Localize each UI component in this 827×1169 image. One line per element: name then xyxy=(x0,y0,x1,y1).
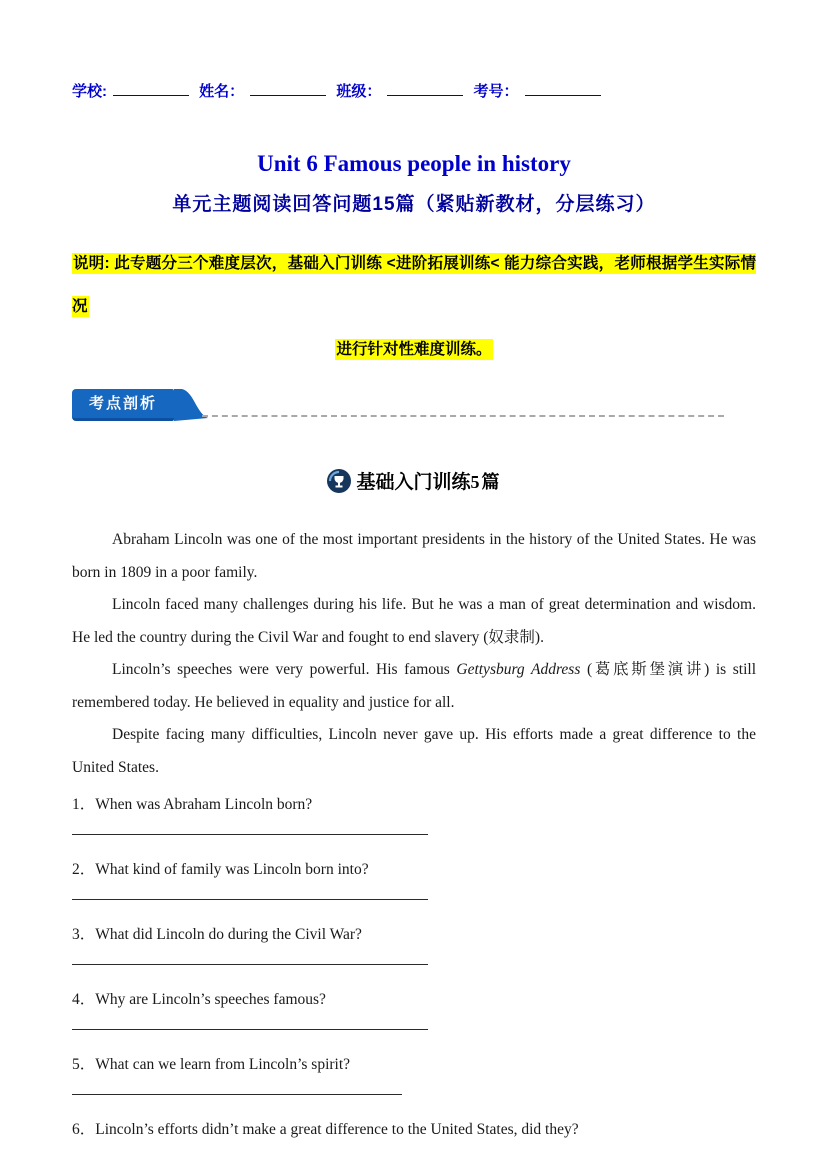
question-6-text: 6．Lincoln’s efforts didn’t make a great difference to the United States, did they? xyxy=(72,1121,579,1138)
class-label: 班级： xyxy=(336,83,382,100)
answer-line-3 xyxy=(72,964,428,965)
unit-subtitle: 单元主题阅读回答问题15篇（紧贴新教材，分层练习） xyxy=(172,194,656,215)
paragraph-2: Lincoln faced many challenges during his life. But he was a man of great determination and wisdom. He led the country during the Civil War and fought to end slavery (奴隶制). xyxy=(72,596,756,646)
exam-number-label: 考号： xyxy=(473,83,519,100)
banner-dashed-line xyxy=(202,415,724,417)
trophy-badge-icon xyxy=(326,468,352,500)
section-title: 基础入门训练 xyxy=(356,472,471,493)
question-1-text: 1．When was Abraham Lincoln born? xyxy=(72,796,313,813)
section-banner-row xyxy=(72,387,756,421)
question-4 xyxy=(72,983,756,1048)
student-info-line xyxy=(72,0,756,101)
notice-line-2: 进行针对性难度训练。 xyxy=(336,341,492,358)
answer-line-5 xyxy=(72,1094,402,1095)
reading-passage xyxy=(72,524,756,784)
school-blank xyxy=(113,82,189,96)
question-6 xyxy=(72,1113,756,1153)
paragraph-4: Despite facing many difficulties, Lincoln never gave up. His efforts made a great difference to the United States. xyxy=(72,726,756,776)
answer-line-2 xyxy=(72,899,428,900)
paragraph-3-text-end: (葛底斯堡演讲) is still remembered today. He believed in equality and justice for all. xyxy=(72,661,756,711)
question-list xyxy=(72,788,756,1153)
answer-line-4 xyxy=(72,1029,428,1030)
paragraph-1: Abraham Lincoln was one of the most important presidents in the history of the United States. He was born in 1809 in a poor family. xyxy=(72,531,756,581)
class-blank xyxy=(387,82,463,96)
exam-number-blank xyxy=(525,82,601,96)
school-label: 学校: xyxy=(72,83,107,100)
paragraph-3-text: Lincoln’s speeches were very powerful. His famous xyxy=(112,661,457,678)
question-2-text: 2．What kind of family was Lincoln born into? xyxy=(72,861,369,878)
name-blank xyxy=(250,82,326,96)
name-label: 姓名： xyxy=(199,83,245,100)
unit-title: Unit 6 Famous people in history xyxy=(257,151,571,176)
paragraph-3 xyxy=(72,654,756,719)
gettysburg-address-italic: Gettysburg Address xyxy=(456,661,581,678)
question-1 xyxy=(72,788,756,853)
question-3-text: 3．What did Lincoln do during the Civil War? xyxy=(72,926,362,943)
question-5-text: 5．What can we learn from Lincoln’s spirit? xyxy=(72,1056,351,1073)
question-3 xyxy=(72,918,756,983)
section-heading xyxy=(72,467,756,500)
answer-line-1 xyxy=(72,834,428,835)
section-count: 5篇 xyxy=(470,472,502,492)
worksheet-content xyxy=(72,0,756,1153)
difficulty-notice xyxy=(72,242,756,371)
exam-points-banner: 考点剖析 xyxy=(72,389,174,421)
question-4-text: 4．Why are Lincoln’s speeches famous? xyxy=(72,991,326,1008)
notice-line-1: 说明: 此专题分三个难度层次，基础入门训练 <进阶拓展训练< 能力综合实践，老师根据学生实际情况 xyxy=(72,255,756,315)
question-5 xyxy=(72,1048,756,1113)
question-2 xyxy=(72,853,756,918)
